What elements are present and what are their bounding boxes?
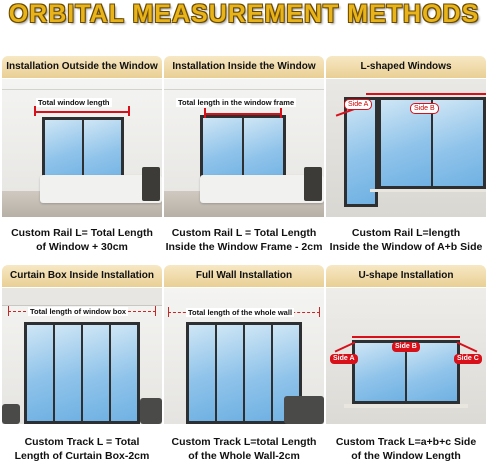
ceiling-line [164, 89, 324, 90]
measure-line-b [366, 93, 486, 95]
ceiling-line [2, 89, 162, 90]
card-caption [2, 435, 162, 463]
card-caption [2, 226, 162, 254]
measure-line [204, 113, 282, 115]
card-header: U-shape Installation [326, 265, 486, 287]
window-pane [433, 100, 483, 186]
measure-label: Total length of the whole wall [188, 308, 293, 317]
caption-line: of the Window Length [351, 450, 461, 462]
curtain-box [2, 288, 162, 306]
caption-line: Custom Track L=a+b+c Side [335, 436, 477, 448]
measure-tick-left [34, 106, 36, 116]
measure-tick-left [168, 307, 169, 317]
room-illustration [164, 288, 324, 424]
caption-line: Length of Curtain Box-2cm [14, 450, 150, 462]
side-a-tag: Side A [344, 99, 372, 110]
side-b-tag: Side B [410, 103, 439, 114]
card-caption [326, 435, 486, 463]
window-pane [111, 325, 137, 421]
card-outside-window [2, 56, 162, 256]
window-pane [27, 325, 53, 421]
window-pane [189, 325, 215, 421]
card-header: Curtain Box Inside Installation [2, 265, 162, 287]
window-pane [245, 325, 271, 421]
card-caption [164, 435, 324, 463]
measure-tick-left [8, 306, 9, 316]
measure-tick-left [204, 108, 206, 118]
card-caption [164, 226, 324, 254]
card-full-wall [164, 265, 324, 464]
room-illustration [2, 79, 162, 217]
side-c-tag: Side C [454, 354, 482, 364]
side-b-tag: Side B [392, 342, 420, 352]
room-illustration [326, 79, 486, 217]
card-curtain-box [2, 265, 162, 464]
caption-line: Custom Track L = Total [24, 436, 140, 448]
card-caption [326, 226, 486, 254]
measure-line [34, 111, 130, 113]
window-pane [83, 325, 109, 421]
measure-label: Total window length [38, 98, 110, 107]
page-title: ORBITAL MEASUREMENT METHODS [8, 0, 480, 28]
room-illustration [326, 288, 486, 424]
card-header: L-shaped Windows [326, 56, 486, 78]
caption-line: of the Whole Wall-2cm [188, 450, 300, 462]
caption-line: of Window + 30cm [36, 241, 128, 253]
caption-line: Inside the Window Frame - 2cm [165, 241, 323, 253]
caption-line: Custom Rail L= Total Length [11, 227, 153, 239]
card-l-shaped [326, 56, 486, 256]
measure-label: Total length of window box [30, 307, 127, 316]
window-sill [370, 189, 486, 192]
card-header: Installation Inside the Window [164, 56, 324, 78]
caption-line: Custom Rail L=length [351, 227, 461, 239]
window-pane [55, 325, 81, 421]
card-header: Full Wall Installation [164, 265, 324, 287]
card-header: Installation Outside the Window [2, 56, 162, 78]
caption-line: Custom Track L=total Length [171, 436, 317, 448]
side-a-tag: Side A [330, 354, 358, 364]
card-u-shape [326, 265, 486, 464]
window-illustration [24, 322, 140, 424]
nightstand-illustration [304, 167, 322, 201]
measure-label: Total length in the window frame [178, 98, 295, 107]
measure-tick-right [319, 307, 320, 317]
chair-illustration [2, 404, 20, 424]
measure-tick-right [155, 306, 156, 316]
nightstand-illustration [142, 167, 160, 201]
measure-tick-right [280, 108, 282, 118]
window-pane [217, 325, 243, 421]
sofa-illustration [284, 396, 324, 424]
room-illustration [164, 79, 324, 217]
measure-tick-right [128, 106, 130, 116]
window-sill [344, 404, 468, 408]
caption-line: Inside the Window of A+b Side [329, 241, 483, 253]
room-illustration [2, 288, 162, 424]
caption-line: Custom Rail L = Total Length [171, 227, 317, 239]
card-inside-window [164, 56, 324, 256]
sofa-illustration [140, 398, 162, 424]
measure-line-b [352, 336, 460, 338]
